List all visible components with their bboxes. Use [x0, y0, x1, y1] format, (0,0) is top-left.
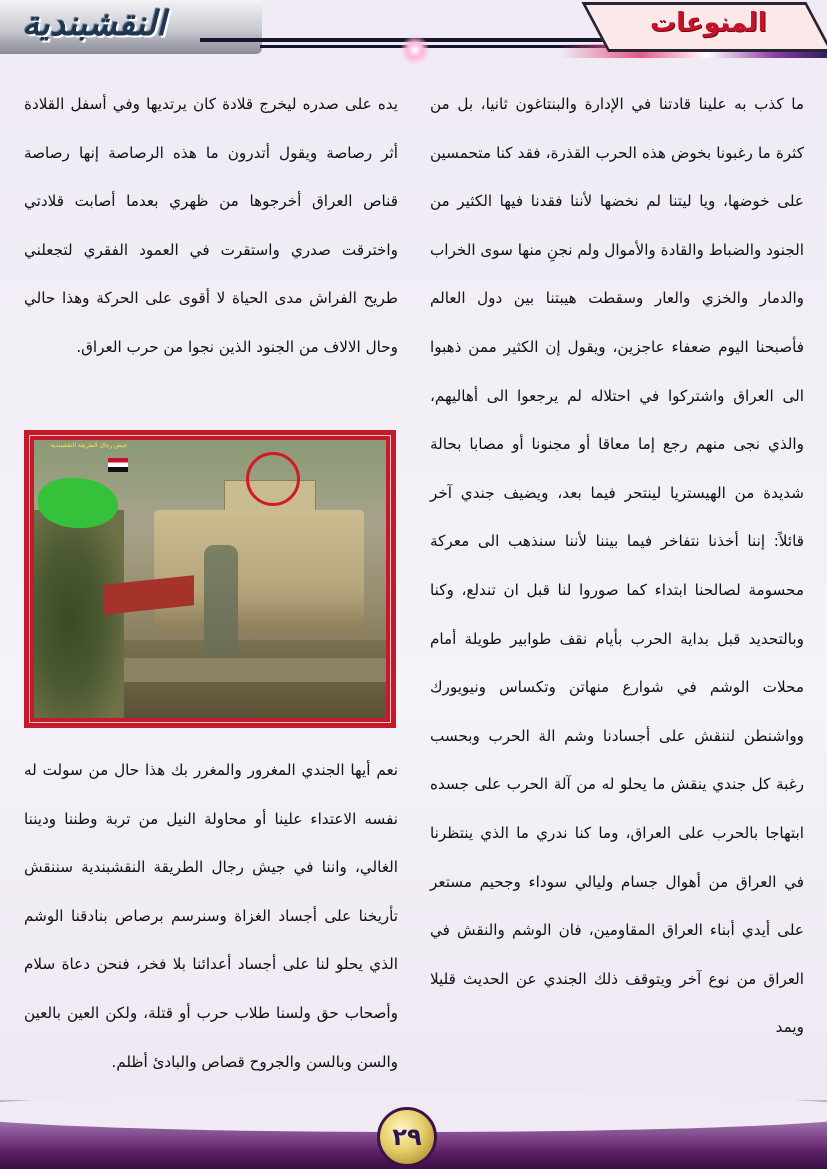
magazine-title-box [0, 0, 262, 54]
article-paragraph: يده على صدره ليخرج قلادة كان يرتديها وفي أسفل القلادة أثر رصاصة ويقول أتدرون ما هذه الرصاصة إنها رصاصة قناص العراق أخرجوها من ظهري بعدما أصابت قلادتي واخترقت صدري واستقرت في العمود الفقري لتجعلني طريح الفراش مدى الحياة لا أقوى على الحركة وهذا حالي وحال الالاف من الجنود الذين نجوا من حرب العراق. [24, 95, 398, 356]
sparkle-icon [400, 35, 430, 65]
article-photo [34, 440, 386, 718]
page-header [0, 0, 827, 62]
page-number: ٢٩ [392, 1123, 422, 1151]
sniper-target-icon [246, 452, 300, 506]
section-title: المنوعات [650, 8, 767, 38]
map-logo-icon [38, 478, 118, 528]
article-column-left-bottom [24, 746, 398, 1086]
page-number-badge [377, 1107, 437, 1167]
logo-caption: جيش رجال الطريقة النقشبندية [50, 442, 128, 449]
header-divider [200, 38, 660, 42]
magazine-title: النقشبندية [22, 4, 166, 44]
soldier-figure [204, 545, 238, 655]
article-column-left-top [24, 80, 398, 372]
article-paragraph: ما كذب به علينا قادتنا في الإدارة والبنتاغون ثانيا، بل من كثرة ما رغبونا بخوض هذه الحرب القذرة، فقد كنا متحمسين على خوضها، ويا ليتنا لم نخضها لأننا فقدنا فيها الكثير من الجنود والضباط والقادة والأموال ولم نجنِ منها سوى الخراب والدمار والخزي والعار وسقطت هيبتنا بين دول العالم فأصبحنا اليوم ضعفاء عاجزين، ويقول إن الكثير ممن ذهبوا الى العراق واشتركوا في احتلاله لم يرجعوا الى أهاليهم، والذي نجى منهم رجع إما معاقا أو مجنونا أو مصابا بحالة شديدة من الهيستريا لينتحر فيما بعد، ويضيف جندي آخر قائلاً: إننا أخذنا نتفاخر فيما بيننا لأننا سنذهب الى معركة محسومة لصالحنا ابتداء كما صوروا لنا قبل ان تندلع، وكنا وبالتحديد قبل بداية الحرب بأيام نقف طوابير طويلة أمام محلات الوشم في شوارع منهاتن وتكساس ونيويورك وواشنطن لننقش على أجسادنا وشم الة الحرب وبحسب رغبة كل جندي ينقش ما يحلو له من آلة الحرب على جسده ابتهاجا بالحرب على العراق، وما كنا ندري ما الذي ينتظرنا في العراق من أهوال جسام وليالي سوداء وجحيم مستعر على أيدي أبناء العراق المقاومين، فان الوشم والنقش في العراق من نوع آخر ويتوقف ذلك الجندي عن الحديث قليلا ويمد [430, 95, 804, 1037]
flag-icon [108, 458, 128, 472]
article-column-right [430, 80, 804, 1052]
article-paragraph: نعم أيها الجندي المغرور والمغرر بك هذا حال من سولت له نفسه الاعتداء علينا أو محاولة النيل من تربة وطننا وديننا الغالي، واننا في جيش رجال الطريقة النقشبندية سننقش تأريخنا على أجساد الغزاة وسنرسم برصاص بنادقنا الوشم الذي يحلو لنا على أجساد أعدائنا بلا فخر، فنحن دعاة سلام وأصحاب حق ولسنا طلاب حرب أو قتلة، ولكن العين بالعين والسن وبالسن والجروح قصاص والبادئ أظلم. [24, 761, 398, 1071]
military-vehicle [154, 510, 364, 630]
article-photo-frame [24, 430, 396, 728]
